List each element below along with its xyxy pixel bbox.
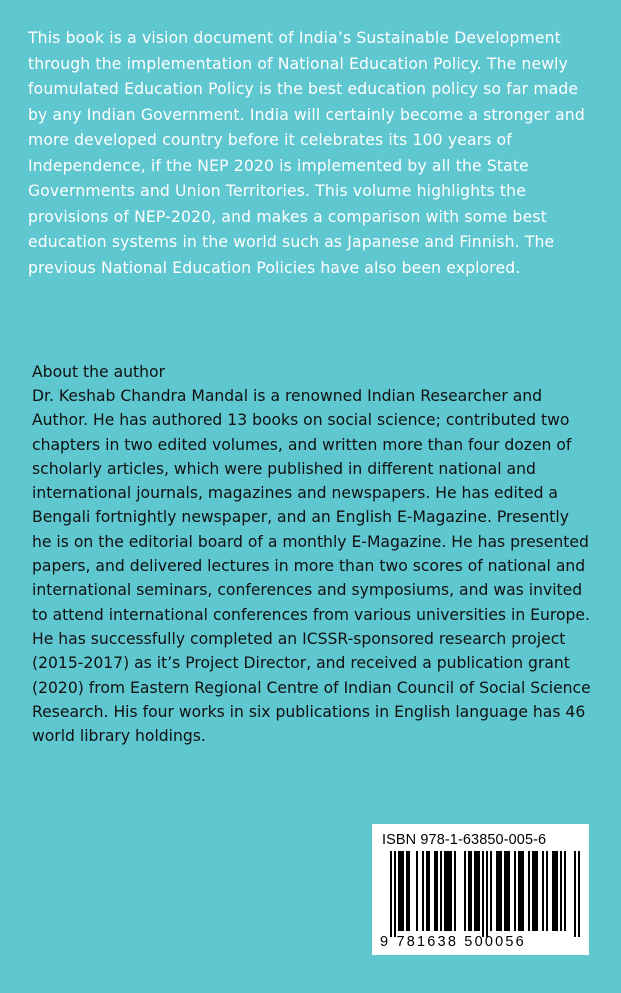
barcode-bar [564, 851, 566, 931]
barcode-bar [454, 851, 456, 931]
barcode-bar [560, 851, 562, 931]
barcode-bar [406, 851, 408, 931]
barcode-bar [498, 851, 500, 931]
barcode-bar [542, 851, 544, 931]
barcode-bar [508, 851, 510, 931]
barcode-bar [390, 851, 392, 937]
barcode-bar [552, 851, 554, 931]
barcode-bar [428, 851, 430, 931]
barcode-bar [464, 851, 466, 931]
barcode-bar [402, 851, 404, 931]
barcode-digits: 9 781638 500056 [380, 934, 526, 950]
barcode-bar [476, 851, 478, 931]
barcode-bar [444, 851, 446, 931]
barcode-bar [520, 851, 522, 931]
barcode-bar [400, 851, 402, 931]
author-bio: Dr. Keshab Chandra Mandal is a renowned Indian Researcher and Author. He has authored 13 books on social science; contributed two chapters in two edited volumes, and written more than four dozen of scholarly articles, which were published in different national and international journals, magazines and newspapers. He has edited a Bengali fortnightly newspaper, and an English E-Magazine. Presently he is on the editorial board of a monthly E-Magazine. He has presented papers, and delivered lectures in more than two scores of national and international seminars, conferences and symposiums, and was invited to attend international conferences from various universities in Europe. He has successfully completed an ICSSR-sponsored research project (2015-2017) as it’s Project Director, and received a publication grant (2020) from Eastern Regional Centre of Indian Council of Social Science Research. His four works in six publications in English language has 46 world library holdings. [32, 387, 591, 746]
isbn-label: ISBN 978-1-63850-005-6 [382, 832, 547, 848]
barcode-bar [514, 851, 516, 931]
barcode-bar [536, 851, 538, 931]
barcode-bar [448, 851, 450, 931]
barcode-bar [422, 851, 424, 931]
barcode-bar [522, 851, 524, 931]
barcode-bar [398, 851, 400, 931]
barcode-bar [440, 851, 442, 931]
barcode-bar [450, 851, 452, 931]
barcode-bar [534, 851, 536, 931]
barcode-bar [416, 851, 418, 931]
barcode-bar [556, 851, 558, 931]
barcode-bar [532, 851, 534, 931]
barcode-bar [506, 851, 508, 931]
barcode-bar [504, 851, 506, 931]
barcode-bar [486, 851, 488, 937]
barcode-bar [436, 851, 438, 931]
barcode-bar [408, 851, 410, 931]
barcode-bar [546, 851, 548, 931]
book-blurb: This book is a vision document of India’s Sustainable Development through the implementation of National Education Policy. The newly foumulated Education Policy is the best education policy so far made by any Indian Government. India will certainly become a stronger and more developed country before it celebrates its 100 years of Independence, if the NEP 2020 is implemented by all the State Governments and Union Territories. This volume highlights the provisions of NEP-2020, and makes a comparison with some best education systems in the world such as Japanese and Finnish. The previous National Education Policies have also been explored. [28, 29, 585, 277]
barcode-bar [468, 851, 470, 931]
barcode-bar [500, 851, 502, 931]
barcode-bar [490, 851, 492, 931]
isbn-barcode-box [372, 824, 589, 955]
barcode-bar [446, 851, 448, 931]
barcode-bar [426, 851, 428, 931]
barcode-bar [478, 851, 480, 931]
barcode-bar [528, 851, 530, 931]
barcode-bar [554, 851, 556, 931]
barcode-bar [434, 851, 436, 931]
barcode-bar [394, 851, 396, 937]
barcode-bar [578, 851, 580, 937]
barcode-bar [574, 851, 576, 937]
barcode-bar [474, 851, 476, 931]
about-author-heading: About the author [32, 363, 165, 381]
barcode-bar [496, 851, 498, 931]
barcode-bar [470, 851, 472, 931]
barcode-bar [518, 851, 520, 931]
barcode-bar [482, 851, 484, 937]
